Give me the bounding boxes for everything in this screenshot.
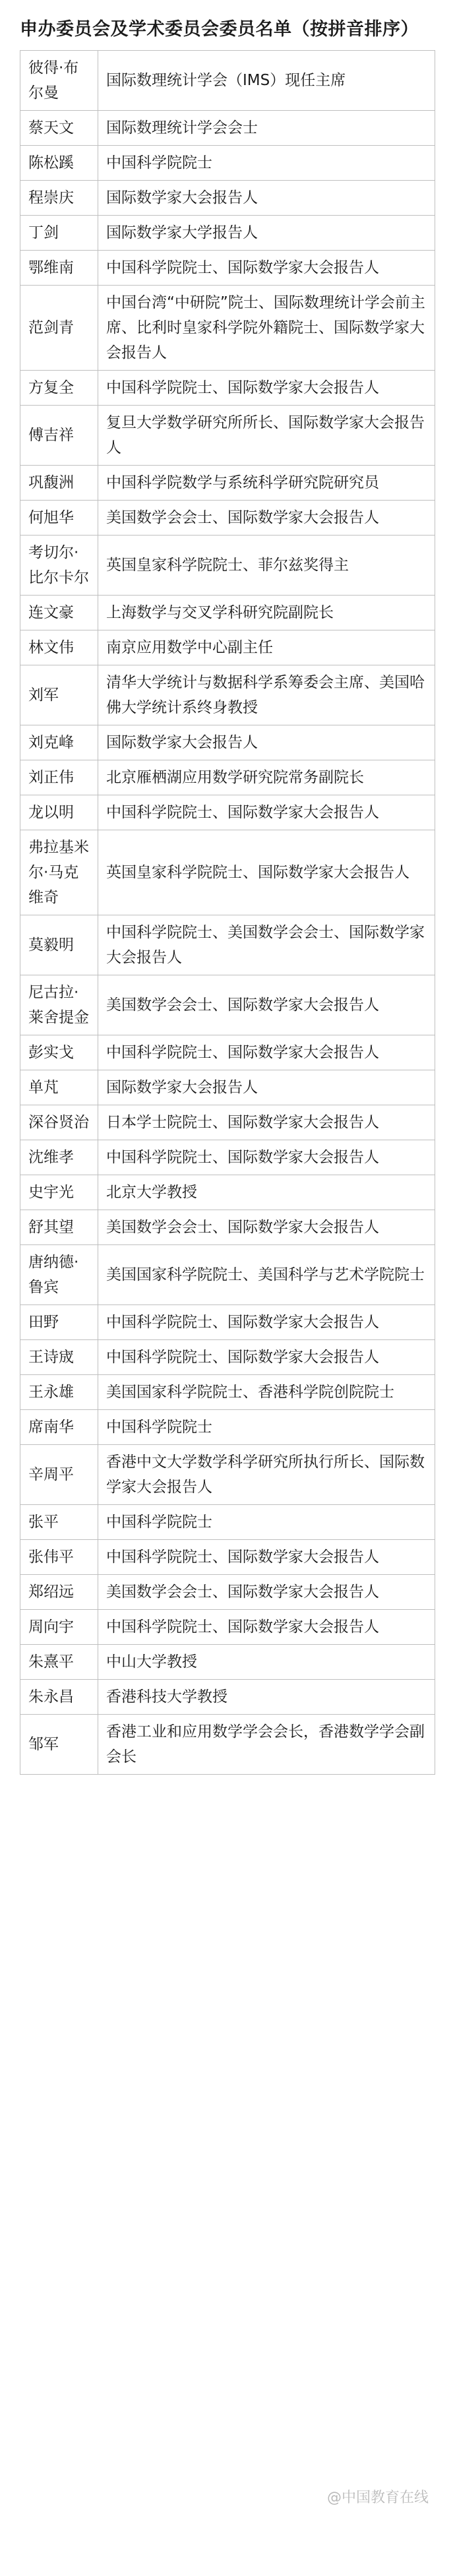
member-title: 中国科学院院士 [98,1410,435,1445]
table-row [20,1210,435,1245]
member-name: 王永雄 [20,1375,98,1410]
member-name: 田野 [20,1305,98,1340]
table-row [20,1340,435,1375]
member-title: 中山大学教授 [98,1645,435,1680]
member-name: 张伟平 [20,1540,98,1575]
member-name: 王诗宬 [20,1340,98,1375]
member-name: 陈松蹊 [20,146,98,181]
table-row [20,725,435,760]
member-name: 林文伟 [20,630,98,665]
member-title: 中国科学院院士、国际数学家大会报告人 [98,1305,435,1340]
member-title: 中国科学院院士、美国数学会会士、国际数学家大会报告人 [98,915,435,975]
member-title: 清华大学统计与数据科学系筹委会主席、美国哈佛大学统计系终身教授 [98,665,435,725]
member-name: 龙以明 [20,795,98,830]
table-row [20,1175,435,1210]
table-row [20,795,435,830]
table-row [20,1505,435,1540]
member-title: 中国科学院院士、国际数学家大会报告人 [98,1140,435,1175]
table-row [20,111,435,146]
member-title: 国际数学家大会报告人 [98,725,435,760]
member-name: 鄂维南 [20,251,98,286]
member-title: 香港中文大学数学科学研究所执行所长、国际数学家大会报告人 [98,1445,435,1505]
member-title: 英国皇家科学院院士、菲尔兹奖得主 [98,536,435,596]
member-name: 彭实戈 [20,1035,98,1070]
table-row [20,1715,435,1775]
table-row [20,1575,435,1610]
member-name: 郑绍远 [20,1575,98,1610]
member-name: 考切尔·比尔卡尔 [20,536,98,596]
member-name: 席南华 [20,1410,98,1445]
member-title: 香港工业和应用数学学会会长，香港数学学会副会长 [98,1715,435,1775]
member-title: 国际数理统计学会（IMS）现任主席 [98,51,435,111]
table-row [20,1035,435,1070]
member-title: 香港科技大学教授 [98,1680,435,1715]
member-name: 蔡天文 [20,111,98,146]
member-name: 连文豪 [20,596,98,630]
table-row [20,975,435,1035]
member-title: 北京大学教授 [98,1175,435,1210]
page-title: 申办委员会及学术委员会委员名单（按拼音排序） [20,19,419,40]
table-row [20,181,435,216]
table-row [20,760,435,795]
member-title: 英国皇家科学院院士、国际数学家大会报告人 [98,830,435,915]
member-name: 朱熹平 [20,1645,98,1680]
member-title: 中国台湾“中研院”院士、国际数理统计学会前主席、比利时皇家科学院外籍院士、国际数学家大会报告人 [98,286,435,371]
member-table-body [20,51,435,1775]
watermark-text: @中国教育在线 [326,2490,429,2506]
member-name: 张平 [20,1505,98,1540]
member-title: 美国国家科学院院士、美国科学与艺术学院院士 [98,1245,435,1305]
table-row [20,1375,435,1410]
table-row [20,371,435,406]
member-title: 美国国家科学院院士、香港科学院创院院士 [98,1375,435,1410]
member-name: 刘克峰 [20,725,98,760]
table-row [20,216,435,251]
member-name: 辛周平 [20,1445,98,1505]
member-title: 日本学士院院士、国际数学家大会报告人 [98,1105,435,1140]
table-row [20,406,435,466]
member-title: 中国科学院院士、国际数学家大会报告人 [98,251,435,286]
table-row [20,251,435,286]
member-name: 邹军 [20,1715,98,1775]
table-row [20,1645,435,1680]
member-name: 唐纳德·鲁宾 [20,1245,98,1305]
member-name: 莫毅明 [20,915,98,975]
table-row [20,1305,435,1340]
member-title: 中国科学院院士 [98,1505,435,1540]
member-title: 中国科学院院士、国际数学家大会报告人 [98,1610,435,1645]
member-name: 巩馥洲 [20,466,98,501]
member-title: 中国科学院院士 [98,146,435,181]
table-row [20,630,435,665]
member-title: 中国科学院院士、国际数学家大会报告人 [98,1340,435,1375]
member-title: 美国数学会会士、国际数学家大会报告人 [98,1575,435,1610]
member-name: 刘军 [20,665,98,725]
table-row [20,1245,435,1305]
member-title: 国际数学家大学报告人 [98,216,435,251]
table-row [20,1445,435,1505]
member-name: 傅吉祥 [20,406,98,466]
member-title: 国际数理统计学会会士 [98,111,435,146]
member-table [20,50,435,1775]
table-row [20,466,435,501]
member-name: 单芃 [20,1070,98,1105]
member-name: 彼得·布尔曼 [20,51,98,111]
member-name: 尼古拉·莱舍提金 [20,975,98,1035]
table-row [20,1070,435,1105]
member-title: 中国科学院院士、国际数学家大会报告人 [98,795,435,830]
table-row [20,51,435,111]
member-name: 方复全 [20,371,98,406]
member-title: 美国数学会会士、国际数学家大会报告人 [98,1210,435,1245]
member-title: 国际数学家大会报告人 [98,181,435,216]
table-row [20,286,435,371]
table-row [20,1410,435,1445]
member-name: 沈维孝 [20,1140,98,1175]
member-name: 丁剑 [20,216,98,251]
member-name: 程崇庆 [20,181,98,216]
table-row [20,915,435,975]
member-title: 中国科学院院士、国际数学家大会报告人 [98,1035,435,1070]
member-title: 中国科学院院士、国际数学家大会报告人 [98,371,435,406]
table-row [20,830,435,915]
member-title: 北京雁栖湖应用数学研究院常务副院长 [98,760,435,795]
table-row [20,1540,435,1575]
member-title: 美国数学会会士、国际数学家大会报告人 [98,975,435,1035]
member-name: 刘正伟 [20,760,98,795]
member-name: 范剑青 [20,286,98,371]
table-row [20,536,435,596]
member-name: 深谷贤治 [20,1105,98,1140]
table-row [20,501,435,536]
member-title: 复旦大学数学研究所所长、国际数学家大会报告人 [98,406,435,466]
table-row [20,665,435,725]
member-name: 周向宇 [20,1610,98,1645]
table-row [20,1105,435,1140]
table-row [20,1680,435,1715]
member-title: 美国数学会会士、国际数学家大会报告人 [98,501,435,536]
member-name: 舒其望 [20,1210,98,1245]
member-name: 何旭华 [20,501,98,536]
table-row [20,1610,435,1645]
member-title: 中国科学院院士、国际数学家大会报告人 [98,1540,435,1575]
member-title: 南京应用数学中心副主任 [98,630,435,665]
table-row [20,146,435,181]
table-row [20,596,435,630]
member-name: 朱永昌 [20,1680,98,1715]
member-name: 弗拉基米尔·马克维奇 [20,830,98,915]
member-title: 中国科学院数学与系统科学研究院研究员 [98,466,435,501]
member-title: 上海数学与交叉学科研究院副院长 [98,596,435,630]
member-title: 国际数学家大会报告人 [98,1070,435,1105]
table-row [20,1140,435,1175]
member-name: 史宇光 [20,1175,98,1210]
